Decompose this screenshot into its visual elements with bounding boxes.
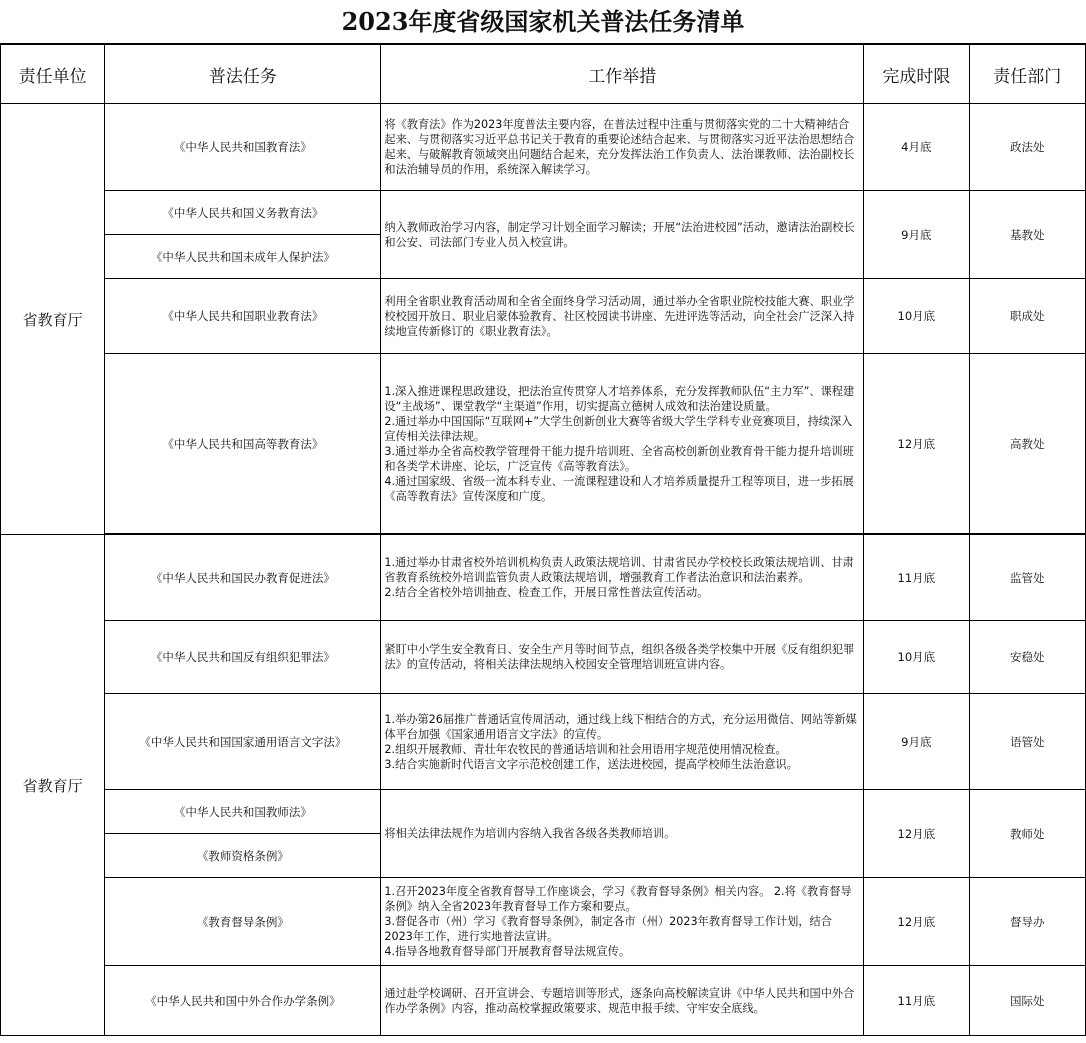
department-cell: 高教处 <box>969 354 1085 534</box>
task-cell: 《中华人民共和国中外合作办学条例》 <box>105 966 381 1036</box>
measures-cell <box>381 694 864 790</box>
measure-line: 利用全省职业教育活动周和全省全面终身学习活动周，通过举办全省职业院校技能大赛、职业学校校园开放日、职业启蒙体验教育、社区校园读书讲座、先进评选等活动，向全社会广泛深入持续地宣传新修订的《职业教育法》。 <box>384 294 855 338</box>
task-table <box>0 44 1086 1036</box>
table-row <box>1 279 1086 354</box>
measures-cell <box>381 191 864 279</box>
header-dept: 责任部门 <box>969 45 1085 104</box>
deadline-cell: 9月底 <box>864 191 969 279</box>
measure-line: 2.组织开展教师、青壮年农牧民的普通话培训和社会用语用字规范使用情况检查。 <box>384 742 787 756</box>
task-cell: 《中华人民共和国民办教育促进法》 <box>105 535 381 621</box>
department-cell: 语管处 <box>969 694 1085 790</box>
measure-line: 纳入教师政治学习内容，制定学习计划全面学习解读；开展“法治进校园”活动，邀请法治副校长和公安、司法部门专业人员入校宣讲。 <box>384 220 855 249</box>
task-cell: 《中华人民共和国反有组织犯罪法》 <box>105 621 381 694</box>
table-row <box>1 694 1086 790</box>
table-row <box>1 621 1086 694</box>
deadline-cell: 10月底 <box>864 279 969 354</box>
measures-cell <box>381 878 864 966</box>
deadline-cell: 12月底 <box>864 354 969 534</box>
measure-line: 1.召开2023年度全省教育督导工作座谈会，学习《教育督导条例》相关内容。 2.将《教育督导条例》纳入全省2023年教育督导工作方案和要点。 <box>384 885 852 913</box>
department-cell: 监管处 <box>969 535 1085 621</box>
task-cell: 《中华人民共和国未成年人保护法》 <box>105 235 381 279</box>
measures-cell <box>381 535 864 621</box>
measure-line: 3.结合实施新时代语言文字示范校创建工作，送法进校园，提高学校师生法治意识。 <box>384 757 798 771</box>
table-row <box>1 104 1086 191</box>
measure-line: 将《教育法》作为2023年度普法主要内容，在普法过程中注重与贯彻落实党的二十大精神结合起来、与贯彻落实习近平总书记关于教育的重要论述结合起来、与贯彻落实习近平法治思想结合起来、与破解教育领域突出问题结合起来，充分发挥法治工作负责人、法治课教师、法治副校长和法治辅导员的作用，系统深入解读学习。 <box>384 118 855 176</box>
measure-line: 3.督促各市（州）学习《教育督导条例》，制定各市（州）2023年教育督导工作计划，结合2023年工作，进行实地普法宣讲。 <box>384 915 832 943</box>
deadline-cell: 10月底 <box>864 621 969 694</box>
measure-line: 2.通过举办中国国际“互联网+”大学生创新创业大赛等省级大学生学科专业竞赛项目，持续深入宣传相关法律法规。 <box>384 414 853 443</box>
deadline-cell: 11月底 <box>864 966 969 1036</box>
department-cell: 教师处 <box>969 790 1085 878</box>
task-cell: 《中华人民共和国职业教育法》 <box>105 279 381 354</box>
deadline-cell: 11月底 <box>864 535 969 621</box>
deadline-cell: 9月底 <box>864 694 969 790</box>
task-cell: 《中华人民共和国义务教育法》 <box>105 191 381 235</box>
measures-cell <box>381 279 864 354</box>
department-cell: 基教处 <box>969 191 1085 279</box>
unit-cell: 省教育厅 <box>1 535 105 1036</box>
measure-line: 2.结合全省校外培训抽查、检查工作，开展日常性普法宣传活动。 <box>384 586 709 599</box>
measures-cell <box>381 104 864 191</box>
header-measures: 工作举措 <box>381 45 864 104</box>
measure-line: 1.深入推进课程思政建设，把法治宣传贯穿人才培养体系，充分发挥教师队伍“主力军”、课程建设“主战场”、课堂教学“主渠道”作用，切实提高立德树人成效和法治建设质量。 <box>384 384 855 413</box>
unit-cell: 省教育厅 <box>1 104 105 535</box>
measures-cell <box>381 621 864 694</box>
task-cell: 《中华人民共和国教师法》 <box>105 790 381 834</box>
department-cell: 政法处 <box>969 104 1085 191</box>
task-cell: 《中华人民共和国教育法》 <box>105 104 381 191</box>
table-row <box>1 966 1086 1036</box>
table-row <box>1 790 1086 834</box>
header-task: 普法任务 <box>105 45 381 104</box>
department-cell: 国际处 <box>969 966 1085 1036</box>
task-cell: 《教师资格条例》 <box>105 834 381 878</box>
deadline-cell: 12月底 <box>864 790 969 878</box>
table-row <box>1 354 1086 534</box>
table-row <box>1 191 1086 235</box>
deadline-cell: 4月底 <box>864 104 969 191</box>
deadline-cell: 12月底 <box>864 878 969 966</box>
table-row <box>1 535 1086 621</box>
page-title: 2023年度省级国家机关普法任务清单 <box>0 0 1086 44</box>
department-cell: 职成处 <box>969 279 1085 354</box>
measure-line: 将相关法律法规作为培训内容纳入我省各级各类教师培训。 <box>384 827 676 840</box>
header-time: 完成时限 <box>864 45 969 104</box>
department-cell: 督导办 <box>969 878 1085 966</box>
measures-cell <box>381 354 864 534</box>
department-cell: 安稳处 <box>969 621 1085 694</box>
header-unit: 责任单位 <box>1 45 105 104</box>
table-header-row <box>1 45 1086 104</box>
table-row <box>1 878 1086 966</box>
measure-line: 通过赴学校调研、召开宣讲会、专题培训等形式，逐条向高校解读宣讲《中华人民共和国中外合作办学条例》内容，推动高校掌握政策要求、规范申报手续、守牢安全底线。 <box>384 986 855 1015</box>
measure-line: 1.通过举办甘肃省校外培训机构负责人政策法规培训、甘肃省民办学校校长政策法规培训、甘肃省教育系统校外培训监管负责人政策法规培训，增强教育工作者法治意识和法治素养。 <box>384 556 854 584</box>
measure-line: 1.举办第26届推广普通话宣传周活动，通过线上线下相结合的方式，充分运用微信、网站等新媒体平台加强《国家通用语言文字法》的宣传。 <box>384 712 857 741</box>
task-cell: 《教育督导条例》 <box>105 878 381 966</box>
measure-line: 紧盯中小学生安全教育日、安全生产月等时间节点，组织各级各类学校集中开展《反有组织犯罪法》的宣传活动，将相关法律法规纳入校园安全管理培训班宣讲内容。 <box>384 643 855 671</box>
measures-cell <box>381 966 864 1036</box>
task-cell: 《中华人民共和国高等教育法》 <box>105 354 381 534</box>
task-cell: 《中华人民共和国国家通用语言文字法》 <box>105 694 381 790</box>
measure-line: 4.指导各地教育督导部门开展教育督导法规宣传。 <box>384 945 631 958</box>
measures-cell <box>381 790 864 878</box>
measure-line: 4.通过国家级、省级一流本科专业、一流课程建设和人才培养质量提升工程等项目，进一步拓展《高等教育法》宣传深度和广度。 <box>384 474 854 503</box>
measure-line: 3.通过举办全省高校教学管理骨干能力提升培训班、全省高校创新创业教育骨干能力提升培训班和各类学术讲座、论坛，广泛宣传《高等教育法》。 <box>384 444 854 473</box>
